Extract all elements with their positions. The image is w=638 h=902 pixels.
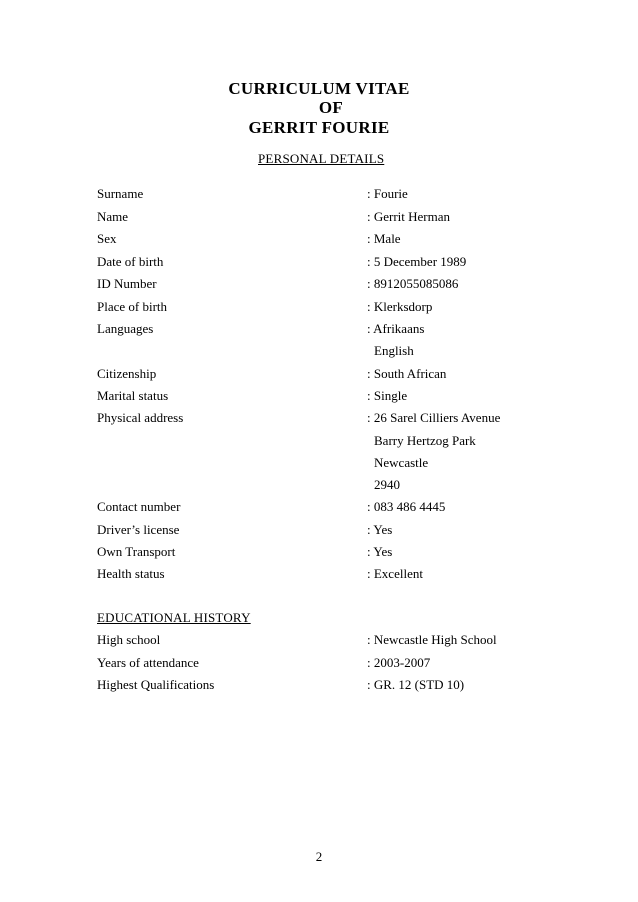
detail-value: : Single	[367, 388, 408, 403]
detail-value: : 26 Sarel Cilliers Avenue	[367, 410, 501, 425]
detail-value: : Excellent	[367, 566, 423, 581]
detail-row-name	[0, 208, 638, 226]
detail-value: 2940	[374, 477, 400, 492]
education-label: High school	[97, 632, 161, 647]
education-row-highest-qualifications	[0, 676, 638, 694]
detail-row-address-line-3	[0, 454, 638, 472]
educational-history-heading: EDUCATIONAL HISTORY	[97, 610, 251, 625]
detail-row-sex	[0, 230, 638, 248]
page-number: 2	[315, 849, 323, 864]
detail-label: Contact number	[97, 499, 181, 514]
cv-title-of: OF	[318, 98, 344, 117]
detail-value: : Yes	[367, 544, 393, 559]
detail-label: Driver’s license	[97, 522, 180, 537]
detail-label: Marital status	[97, 388, 169, 403]
detail-row-health-status	[0, 565, 638, 583]
detail-value: : Klerksdorp	[367, 299, 433, 314]
detail-value: : Yes	[367, 522, 393, 537]
detail-row-id-number	[0, 275, 638, 293]
detail-row-address-line-2	[0, 432, 638, 450]
detail-row-contact-number	[0, 498, 638, 516]
detail-row-languages	[0, 320, 638, 338]
detail-row-citizenship	[0, 365, 638, 383]
detail-label: Name	[97, 209, 129, 224]
detail-row-drivers-license	[0, 521, 638, 539]
detail-value: Newcastle	[374, 455, 429, 470]
education-label: Years of attendance	[97, 655, 199, 670]
detail-label: Citizenship	[97, 366, 157, 381]
detail-value: : Fourie	[367, 186, 408, 201]
detail-label: Date of birth	[97, 254, 164, 269]
detail-row-date-of-birth	[0, 253, 638, 271]
detail-label: Own Transport	[97, 544, 176, 559]
detail-value: : 5 December 1989	[367, 254, 467, 269]
personal-details-heading: PERSONAL DETAILS	[258, 151, 385, 166]
detail-value: : South African	[367, 366, 447, 381]
detail-value: : 083 486 4445	[367, 499, 446, 514]
detail-label: Health status	[97, 566, 165, 581]
education-value: : Newcastle High School	[367, 632, 497, 647]
detail-row-surname	[0, 185, 638, 203]
detail-row-physical-address	[0, 409, 638, 427]
detail-row-place-of-birth	[0, 298, 638, 316]
detail-row-own-transport	[0, 543, 638, 561]
cv-owner-name: GERRIT FOURIE	[248, 118, 390, 137]
detail-row-marital-status	[0, 387, 638, 405]
detail-value: English	[374, 343, 414, 358]
education-value: : 2003-2007	[367, 655, 431, 670]
education-row-high-school	[0, 631, 638, 649]
detail-value: Barry Hertzog Park	[374, 433, 476, 448]
detail-value: : Afrikaans	[367, 321, 425, 336]
detail-label: Sex	[97, 231, 117, 246]
detail-value: : Gerrit Herman	[367, 209, 451, 224]
education-row-years-of-attendance	[0, 654, 638, 672]
detail-label: Physical address	[97, 410, 184, 425]
detail-row-address-line-4	[0, 476, 638, 494]
education-label: Highest Qualifications	[97, 677, 215, 692]
detail-row-languages-cont	[0, 342, 638, 360]
detail-label: Languages	[97, 321, 154, 336]
education-value: : GR. 12 (STD 10)	[367, 677, 465, 692]
detail-label: Place of birth	[97, 299, 168, 314]
detail-label: Surname	[97, 186, 144, 201]
detail-label: ID Number	[97, 276, 157, 291]
cv-title: CURRICULUM VITAE	[228, 79, 410, 98]
detail-value: : 8912055085086	[367, 276, 459, 291]
detail-value: : Male	[367, 231, 401, 246]
